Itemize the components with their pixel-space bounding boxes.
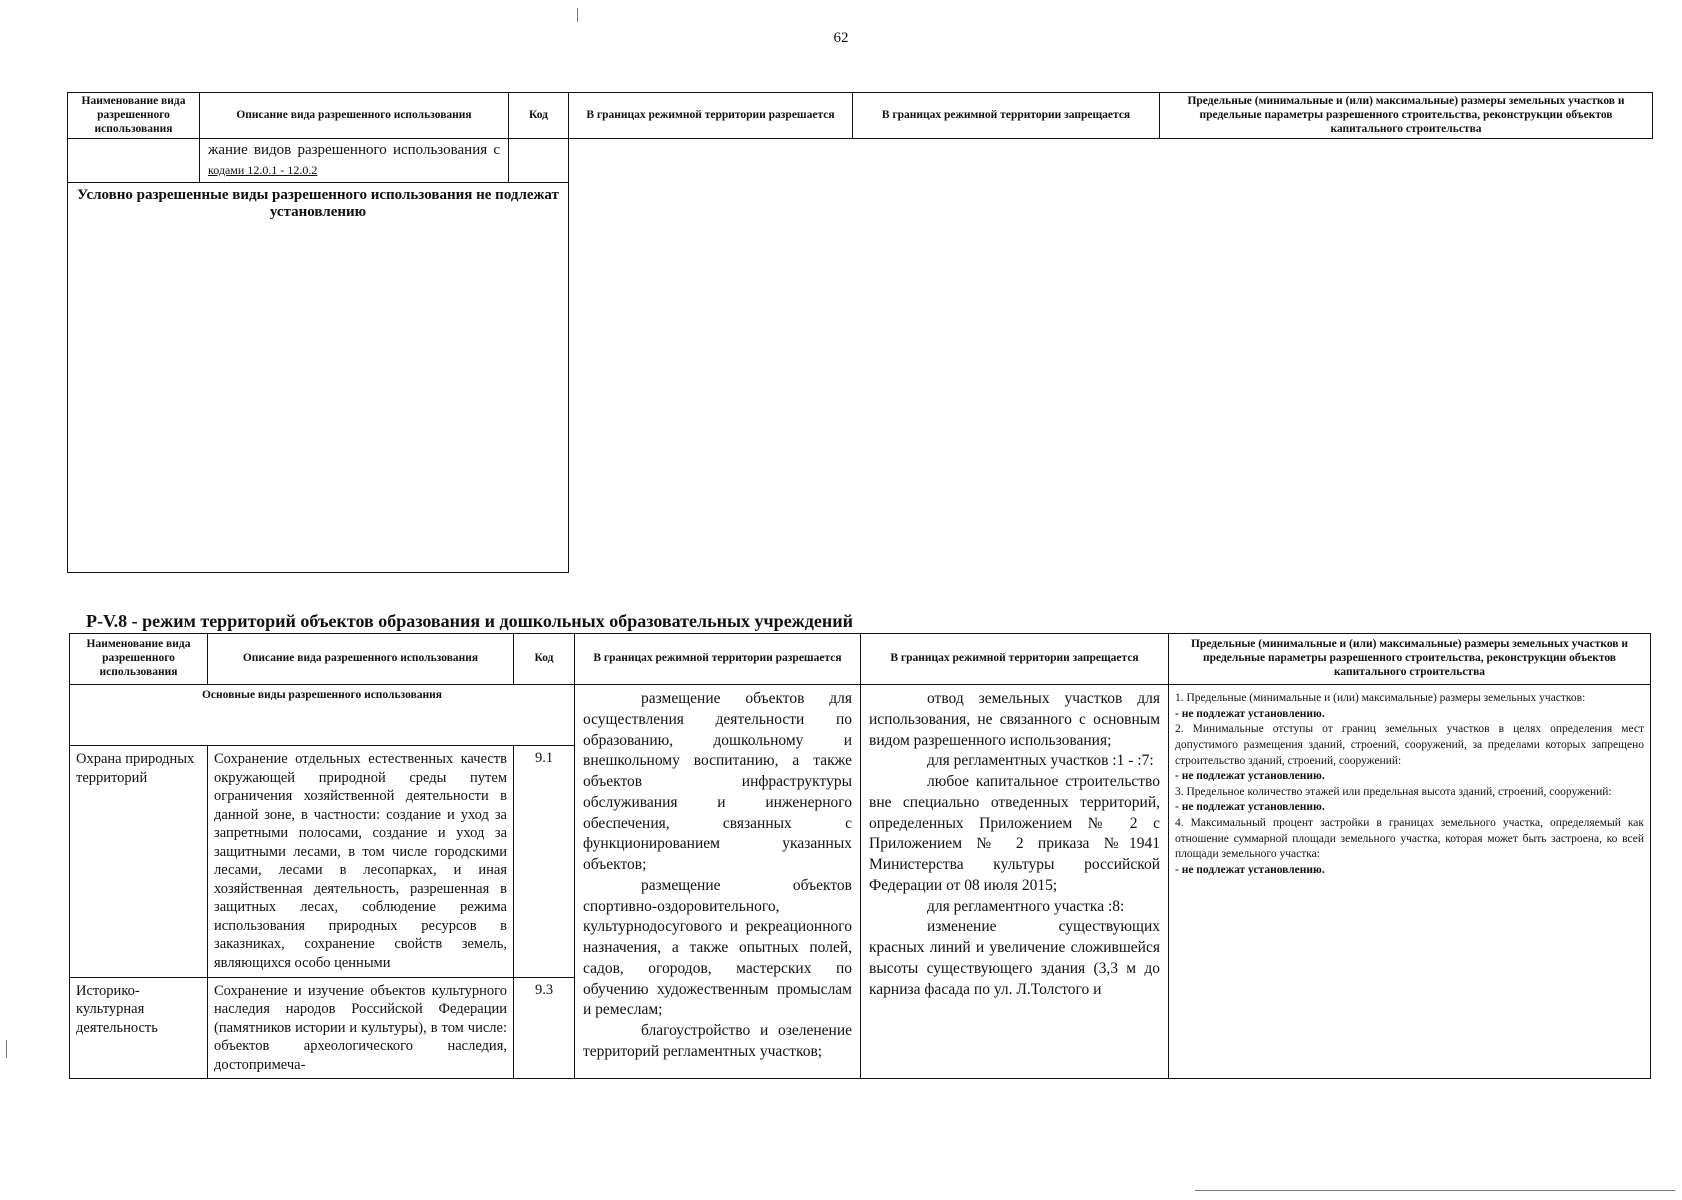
limits-item: - не подлежат установлению. (1175, 801, 1325, 814)
forbidden-item: любое капитальное строительство вне специально отведенных территорий, определенных Приложением № 2 с Приложением № 2 приказа №1941 Министерства культуры российской Федерации от 08 июля 2015; (869, 773, 1160, 894)
header-code-column: Код (514, 634, 575, 685)
conditional-uses-cell: Условно разрешенные виды разрешенного использования не подлежат установлению (68, 183, 569, 573)
limits-item: 2. Минимальные отступы от границ земельных участков в целях определения мест допустимого размещения зданий, строений, сооружений, за пределами которых запрещено строительство зданий, строений, сооружений: (1175, 723, 1644, 767)
forbidden-item: изменение существующих красных линий и увеличение сложившейся высоты существующего здания (3,3 м до карниза фасада по ул. Л.Толстого и (869, 918, 1160, 998)
allowed-item: размещение объектов спортивно-оздоровительного, культурнодосугового и рекреационного назначения, а также опытных полей, садов, огородов, мастерских по обучению художественным промыслам и ремеслам; (583, 876, 852, 1019)
limits-item: - не подлежат установлению. (1175, 770, 1325, 783)
header-limits-column: Предельные (минимальные и (или) максимальные) размеры земельных участков и предельные параметры разрешенного строительства, реконструкции объектов капитального строительства (1160, 93, 1653, 139)
codes-link[interactable]: кодами 12.0.1 - 12.0.2 (208, 162, 318, 177)
forbidden-cell (861, 685, 1169, 1079)
limits-item: - не подлежат установлению. (1175, 863, 1325, 876)
section-title: Р-V.8 - режим территорий объектов образования и дошкольных образовательных учреждений (86, 611, 853, 631)
header-forbidden-column: В границах режимной территории запрещается (853, 93, 1160, 139)
limits-item: - не подлежат установлению. (1175, 707, 1325, 720)
header-limits-column: Предельные (минимальные и (или) максимальные) размеры земельных участков и предельные параметры разрешенного строительства, реконструкции объектов капитального строительства (1169, 634, 1651, 685)
table-row (70, 685, 1651, 746)
use-code-cell: 9.1 (514, 746, 575, 978)
header-description-column: Описание вида разрешенного использования (200, 93, 509, 139)
empty-name-cell (68, 139, 200, 183)
allowed-cell (575, 685, 861, 1079)
use-description-cell: Сохранение отдельных естественных качеств окружающей природной среды путем ограничения хозяйственной деятельности в данной зоне, в частности: создание и уход за запретными полосами, создание и уход за защитными лесами, в том числе городскими лесами, лесами в лесопарках, и иная хозяйственная деятельность, разрешенная в защитных лесах, соблюдение режима использования природных ресурсов в заказниках, сохранение свойств земель, являющихся особо ценными (208, 746, 514, 978)
regime-pv8-table (69, 633, 1651, 1079)
header-description-column: Описание вида разрешенного использования (208, 634, 514, 685)
use-name-cell: Охрана природных территорий (70, 746, 208, 978)
table-row (68, 183, 1653, 573)
use-description-cell: Сохранение и изучение объектов культурного наследия народов Российской Федерации (памятников истории и культуры), в том числе: объектов археологического наследия, достопримеча- (208, 977, 514, 1079)
empty-code-cell (509, 139, 569, 183)
basic-uses-heading: Основные виды разрешенного использования (70, 685, 575, 746)
continued-description-text: жание видов разрешенного использования с (208, 142, 500, 159)
header-forbidden-column: В границах режимной территории запрещается (861, 634, 1169, 685)
header-allowed-column: В границах режимной территории разрешается (575, 634, 861, 685)
scan-mark (577, 8, 578, 22)
limits-item: 1. Предельные (минимальные и (или) максимальные) размеры земельных участков: (1175, 692, 1586, 704)
allowed-item: размещение объектов для осуществления деятельности по образованию, дошкольному и внешкольному воспитанию, а также объектов инфраструктуры обслуживания и инженерного обеспечения, связанных с функционированием указанных объектов; (583, 690, 852, 874)
use-name-cell: Историко-культурная деятельность (70, 977, 208, 1079)
table-header-row (70, 634, 1651, 685)
limits-item: 4. Максимальный процент застройки в границах земельного участка, определяемый как отношение суммарной площади земельного участка, которая может быть застроена, ко всей площади земельного участка: (1175, 817, 1644, 861)
table-row (68, 139, 1653, 183)
continued-description-cell (200, 139, 509, 183)
header-code-column: Код (509, 93, 569, 139)
header-name-column: Наименование вида разрешенного использования (70, 634, 208, 685)
allowed-item: благоустройство и озеленение территорий регламентных участков; (583, 1022, 852, 1061)
forbidden-item: для регламентного участка :8: (927, 897, 1125, 915)
scan-mark (6, 1040, 7, 1058)
header-allowed-column: В границах режимной территории разрешается (569, 93, 853, 139)
page-number: 62 (833, 30, 849, 46)
top-regulation-table (67, 92, 1653, 573)
scan-mark (1195, 1190, 1675, 1191)
forbidden-item: отвод земельных участков для использования, не связанного с основным видом разрешенного использования; (869, 690, 1160, 749)
limits-cell (1169, 685, 1651, 1079)
header-name-column: Наименование вида разрешенного использования (68, 93, 200, 139)
limits-item: 3. Предельное количество этажей или предельная высота зданий, строений, сооружений: (1175, 785, 1612, 798)
table-header-row (68, 93, 1653, 139)
forbidden-item: для регламентных участков :1 - :7: (927, 752, 1154, 770)
use-code-cell: 9.3 (514, 977, 575, 1079)
